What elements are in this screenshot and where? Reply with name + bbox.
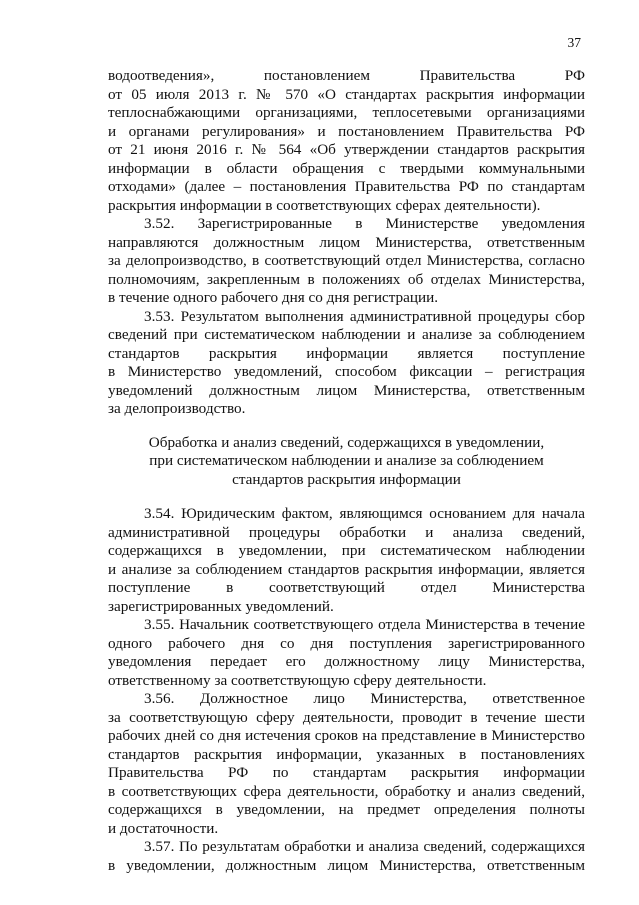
text-line: в течение одного рабочего дня со дня регистрации. (108, 289, 439, 306)
text-line: теплоснабжающими организациями, теплосетевыми организациями (108, 104, 585, 121)
text-line: раскрытия информации в соответствующих сферах деятельности). (108, 196, 541, 214)
text-line: стандартов раскрытия информации, указанных в постановлениях (108, 745, 585, 763)
text-line: за делопроизводство, в соответствующий отдел Министерства, согласно (108, 252, 585, 269)
text-line: зарегистрированных уведомлений. (108, 597, 334, 615)
text-line: от 21 июня 2016 г. № 564 «Об утверждении стандартов раскрытия (108, 141, 585, 158)
text-line: полномочиям, закрепленным в положениях об отделах Министерства, (108, 270, 585, 288)
text-line: уведомлений должностным лицом Министерства, ответственным (108, 381, 585, 399)
text-line: содержащихся в уведомлении, на предмет определения полноты (108, 801, 585, 818)
paragraph (108, 505, 585, 616)
heading-line: Обработка и анализ сведений, содержащихся в уведомлении, (148, 433, 545, 451)
text-line: 3.55. Начальник соответствующего отдела Министерства в течение (144, 616, 585, 633)
page-number: 37 (567, 35, 581, 50)
text-line: Правительства РФ по стандартам раскрытия информации (108, 764, 585, 781)
paragraph (108, 67, 585, 215)
text-line: содержащихся в уведомлении, при систематическом наблюдении (108, 542, 585, 559)
heading-line: при систематическом наблюдении и анализе за соблюдением (149, 452, 544, 469)
paragraph (108, 215, 585, 308)
paragraph (108, 616, 585, 690)
text-line: за соответствующую сферу деятельности, проводит в течение шести (108, 708, 585, 726)
text-line: отходами» (далее – постановления Правительства РФ по стандартам (108, 178, 585, 195)
text-line: уведомления передает его должностному лицу Министерства, (108, 653, 585, 670)
text-line: и анализе за соблюдением стандартов раскрытия информации, является (108, 560, 585, 578)
text-line: стандартов раскрытия информации является поступление (108, 344, 585, 362)
text-line: 3.54. Юридическим фактом, являющимся основанием для начала (144, 505, 585, 522)
text-line: 3.52. Зарегистрированные в Министерстве уведомления (144, 215, 585, 232)
text-line: в уведомлении, должностным лицом Министерства, ответственным (108, 856, 585, 874)
text-line: поступление в соответствующий отдел Министерства (108, 579, 585, 596)
text-line: 3.53. Результатом выполнения административной процедуры сбор (144, 307, 585, 325)
text-line: и достаточности. (108, 819, 219, 837)
text-line: и органами регулирования» и постановлением Правительства РФ (108, 122, 585, 140)
text-line: водоотведения», постановлением Правительства РФ (108, 67, 585, 84)
body-text (108, 67, 585, 875)
text-line: административной процедуры обработки и анализа сведений, (108, 523, 585, 541)
text-line: сведений при систематическом наблюдении и анализе за соблюдением (108, 326, 585, 343)
text-line: в соответствующих сфера деятельности, обработку и анализ сведений, (108, 782, 585, 800)
paragraph (108, 690, 585, 838)
paragraph (108, 308, 585, 419)
section-heading (108, 434, 585, 490)
text-line: рабочих дней со дня истечения сроков на представление в Министерство (108, 727, 585, 744)
paragraph (108, 838, 585, 875)
text-line: информации в области обращения с твердыми коммунальными (108, 159, 585, 177)
text-line: направляются должностным лицом Министерства, ответственным (108, 233, 585, 251)
text-line: от 05 июля 2013 г. № 570 «О стандартах раскрытия информации (108, 85, 585, 103)
text-line: ответственному за соответствующую сферу деятельности. (108, 671, 487, 689)
text-line: за делопроизводство. (108, 400, 246, 417)
text-line: 3.57. По результатам обработки и анализа сведений, содержащихся (144, 838, 585, 855)
text-line: 3.56. Должностное лицо Министерства, ответственное (144, 690, 585, 707)
text-line: в Министерство уведомлений, способом фиксации – регистрация (108, 363, 585, 380)
heading-line: стандартов раскрытия информации (232, 470, 461, 488)
text-line: одного рабочего дня со дня поступления зарегистрированного (108, 634, 585, 652)
